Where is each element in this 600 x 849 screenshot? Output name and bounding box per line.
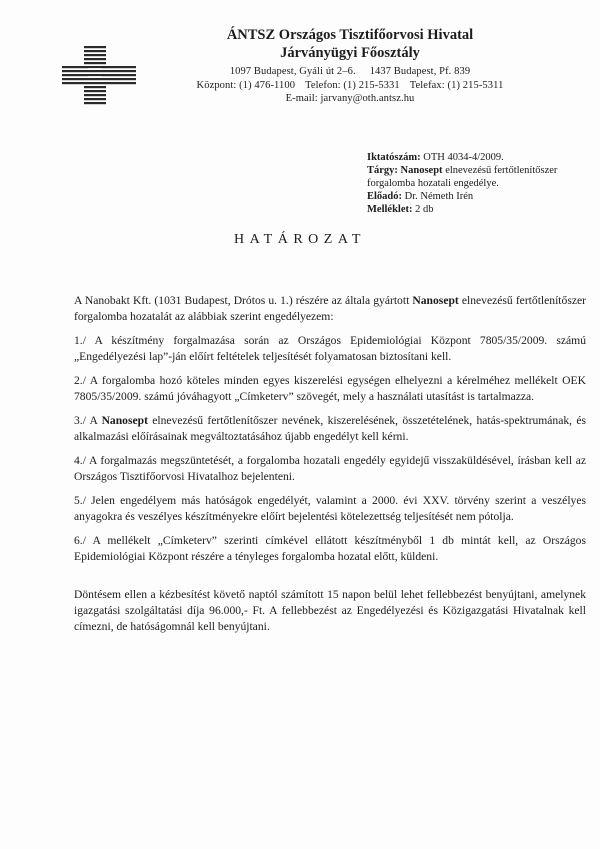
clause-3-text-b: elnevezésű fertőtlenítőszer nevének, kiszerelésének, összetételének, hatás-spektrumának, és alkalmazási előírásainak megváltoztatásához újabb engedélyt kell kérni. xyxy=(74,414,586,443)
phone-central: Központ: (1) 476-1100 xyxy=(196,79,296,91)
officer-label: Előadó: xyxy=(367,191,403,202)
clause-4: 4./ A forgalmazás megszüntetését, a forgalomba hozatali engedély egyidejű visszaküldésével, írásban kell az Országos Tisztifőorvosi Hivatalhoz bejelenteni. xyxy=(74,454,586,483)
clause-2: 2./ A forgalomba hozó köteles minden egyes kiszerelési egységen elhelyezni a kérelméhez mellékelt OEK 7805/35/2009. számú jóváhagyott „Címketerv” szövegét, mely a használati utasítást is tartalmazza. xyxy=(74,374,586,403)
clause-3-text-a: 3./ A xyxy=(74,414,98,427)
intro-product: Nanosept xyxy=(412,294,459,307)
address-po-box: 1437 Budapest, Pf. 839 xyxy=(369,66,471,77)
appeal-paragraph: Döntésem ellen a kézbesítést követő naptól számított 15 napon belül lehet fellebbezést benyújtani, amelynek igazgatási szolgáltatási díja 96.000,- Ft. A fellebbezést az Engedélyezési és Közigazgatási Hivatalnak kell címezni, de hatóságomnál kell benyújtani. xyxy=(74,588,586,633)
clause-3 xyxy=(74,413,586,445)
clause-1: 1./ A készítmény forgalmazása során az Országos Epidemiológiai Központ 7805/35/2009. számú „Engedélyezési lap”-ján előírt feltételek teljesítését folyamatosan biztosítani kell. xyxy=(74,334,586,363)
reference-block xyxy=(367,151,587,216)
attachment-value: 2 db xyxy=(415,204,434,215)
clause-5: 5./ Jelen engedélyem más hatóságok engedélyét, valamint a 2000. évi XXV. törvény szerint a veszélyes anyagokra és veszélyes készítményekre előírt bejelentési kötelezettség teljesítését nem pótolja. xyxy=(74,494,586,523)
address-street: 1097 Budapest, Gyáli út 2–6. xyxy=(229,66,356,77)
attachment-label: Melléklet: xyxy=(367,204,413,215)
subject xyxy=(367,164,587,190)
antsz-logo-icon xyxy=(58,44,140,106)
officer xyxy=(367,190,587,203)
attachment xyxy=(367,203,587,216)
intro-paragraph xyxy=(74,293,586,325)
email-line: E-mail: jarvany@oth.antsz.hu xyxy=(285,93,415,104)
filing-label: Iktatószám: xyxy=(367,152,421,163)
phone-line xyxy=(150,79,550,93)
letterhead xyxy=(150,26,550,106)
org-name: ÁNTSZ Országos Tisztifőorvosi Hivatal xyxy=(226,27,474,43)
document-title: HATÁROZAT xyxy=(234,232,366,247)
intro-text-b: elnevezésű fertőtlenítőszer forgalomba hozatalát az alábbiak szerint engedélyezem: xyxy=(74,294,586,323)
subject-text: elnevezésű fertőtlenítőszer forgalomba hozatali engedélye. xyxy=(367,165,558,189)
intro-text-a: A Nanobakt Kft. (1031 Budapest, Drótos u. 1.) részére az általa gyártott xyxy=(74,294,410,307)
filing-value: OTH 4034-4/2009. xyxy=(423,152,504,163)
filing-number xyxy=(367,151,587,164)
phone-number: Telefon: (1) 215-5331 xyxy=(305,79,400,91)
document-body xyxy=(74,293,586,643)
officer-value: Dr. Németh Irén xyxy=(404,191,474,202)
clause-3-product: Nanosept xyxy=(101,414,148,427)
subject-product: Nanosept xyxy=(400,165,443,176)
dept-name: Járványügyi Főosztály xyxy=(280,45,420,61)
address-line xyxy=(150,65,550,79)
clause-6: 6./ A mellékelt „Címketerv” szerinti címkével ellátott készítményből 1 db mintát kell, az Országos Epidemiológiai Központ részére a tényleges forgalomba hozatal előtt, küldeni. xyxy=(74,534,586,563)
fax-number: Telefax: (1) 215-5311 xyxy=(409,79,504,91)
subject-label: Tárgy: xyxy=(367,165,398,176)
